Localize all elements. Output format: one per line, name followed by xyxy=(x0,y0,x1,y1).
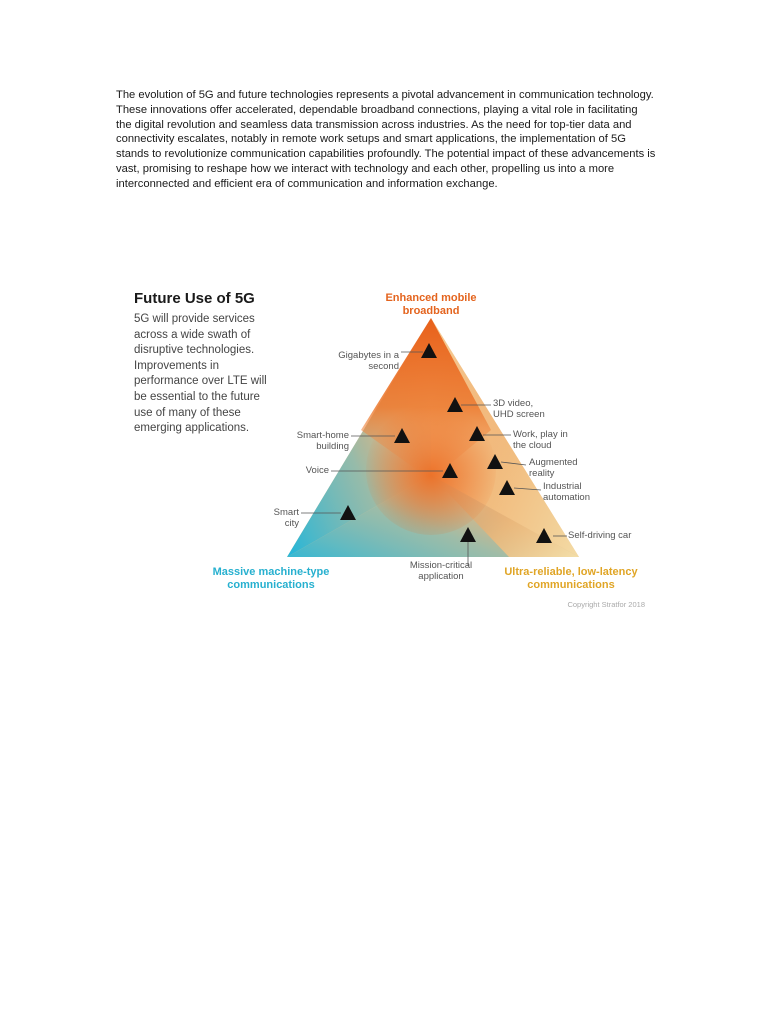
label-mission: Mission-critical application xyxy=(409,560,473,582)
label-self-driving: Self-driving car xyxy=(568,530,632,541)
intro-paragraph: The evolution of 5G and future technologies represents a pivotal advancement in communication technology. These innovations offer accelerated, dependable broadband connections, playing a vital role in facilitating the digital revolution and seamless data transmission across industries. As the need for top-tier data and connectivity escalates, notably in remote work setups and smart applications, the implementation of 5G stands to revolutionize communication capabilities profoundly. The potential impact of these advancements is vast, promising to reshape how we interact with technology and each other, propelling us into a more interconnected and efficient era of communication and information exchange. xyxy=(116,89,656,190)
label-smart-city: Smart city xyxy=(273,507,299,529)
label-work: Work, play in the cloud xyxy=(513,429,568,451)
figure-description: 5G will provide services across a wide swath of disruptive technologies. Improvements in performance over LTE will be essential to the future use of many of these emerging applications. xyxy=(134,313,267,435)
triangle-center-glow xyxy=(366,405,496,535)
corner-label-top: Enhanced mobile broadband xyxy=(385,292,477,317)
figure-title: Future Use of 5G xyxy=(134,290,255,307)
corner-label-left: Massive machine-type communications xyxy=(212,566,330,591)
label-gigabytes: Gigabytes in a second xyxy=(338,350,399,372)
copyright-note: Copyright Stratfor 2018 xyxy=(567,600,645,609)
corner-label-right: Ultra-reliable, low-latency communications xyxy=(504,566,638,591)
label-smart-home: Smart-home building xyxy=(296,430,349,452)
future-5g-figure xyxy=(121,280,649,616)
label-voice: Voice xyxy=(305,465,329,476)
label-industrial: Industrial automation xyxy=(543,481,591,503)
label-ar: Augmented reality xyxy=(529,457,578,479)
label-video: 3D video, UHD screen xyxy=(493,398,545,420)
